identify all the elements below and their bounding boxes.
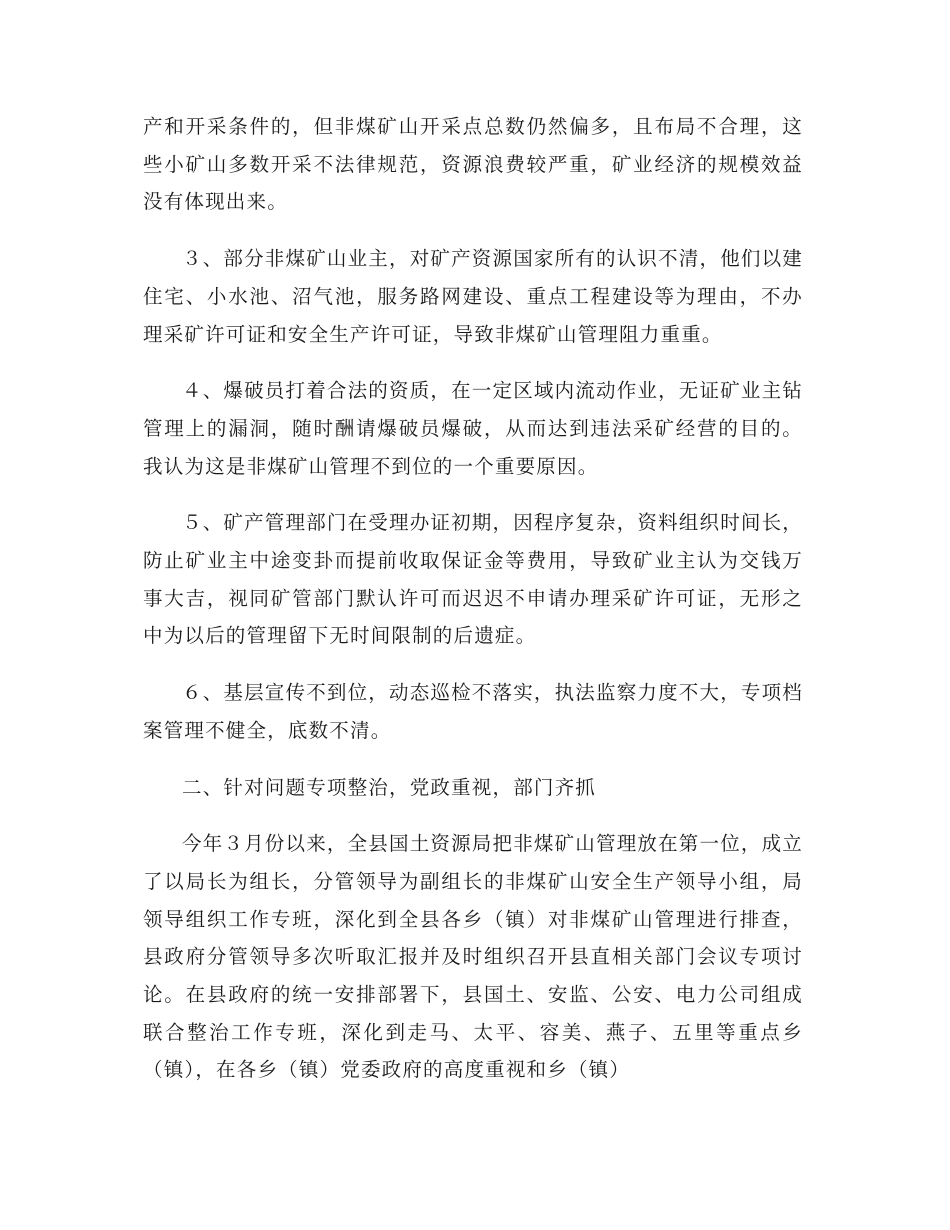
paragraph-item-6: ６、基层宣传不到位，动态巡检不落实，执法监察力度不大，专项档案管理不健全，底数不清。 [143,681,804,742]
document-body [143,108,803,1089]
paragraph-continued: 产和开采条件的，但非煤矿山开采点总数仍然偏多，且布局不合理，这些小矿山多数开采不法律规范，资源浪费较严重，矿业经济的规模效益没有体现出来。 [143,115,803,214]
paragraph-item-3: ３、部分非煤矿山业主，对矿产资源国家所有的认识不清，他们以建住宅、小水池、沼气池，服务路网建设、重点工程建设等为理由，不办理采矿许可证和安全生产许可证，导致非煤矿山管理阻力重重。 [143,247,804,346]
section-heading: 二、针对问题专项整治，党政重视，部门齐抓 [182,775,597,799]
paragraph-body: 今年３月份以来，全县国土资源局把非煤矿山管理放在第一位，成立了以局长为组长，分管领导为副组长的非煤矿山安全生产领导小组，局领导组织工作专班，深化到全县各乡（镇）对非煤矿山管理进行排查，县政府分管领导多次听取汇报并及时组织召开县直相关部门会议专项讨论。在县政府的统一安排部署下，县国土、安监、公安、电力公司组成联合整治工作专班，深化到走马、太平、容美、燕子、五里等重点乡（镇），在各乡（镇）党委政府的高度重视和乡（镇） [143,832,804,1082]
paragraph-item-4: ４、爆破员打着合法的资质，在一定区域内流动作业，无证矿业主钻管理上的漏洞，随时酬请爆破员爆破，从而达到违法采矿经营的目的。我认为这是非煤矿山管理不到位的一个重要原因。 [143,379,804,478]
paragraph-item-5: ５、矿产管理部门在受理办证初期，因程序复杂，资料组织时间长，防止矿业主中途变卦而提前收取保证金等费用，导致矿业主认为交钱万事大吉，视同矿管部门默认许可而迟迟不申请办理采矿许可证，无形之中为以后的管理留下无时间限制的后遗症。 [143,511,804,648]
